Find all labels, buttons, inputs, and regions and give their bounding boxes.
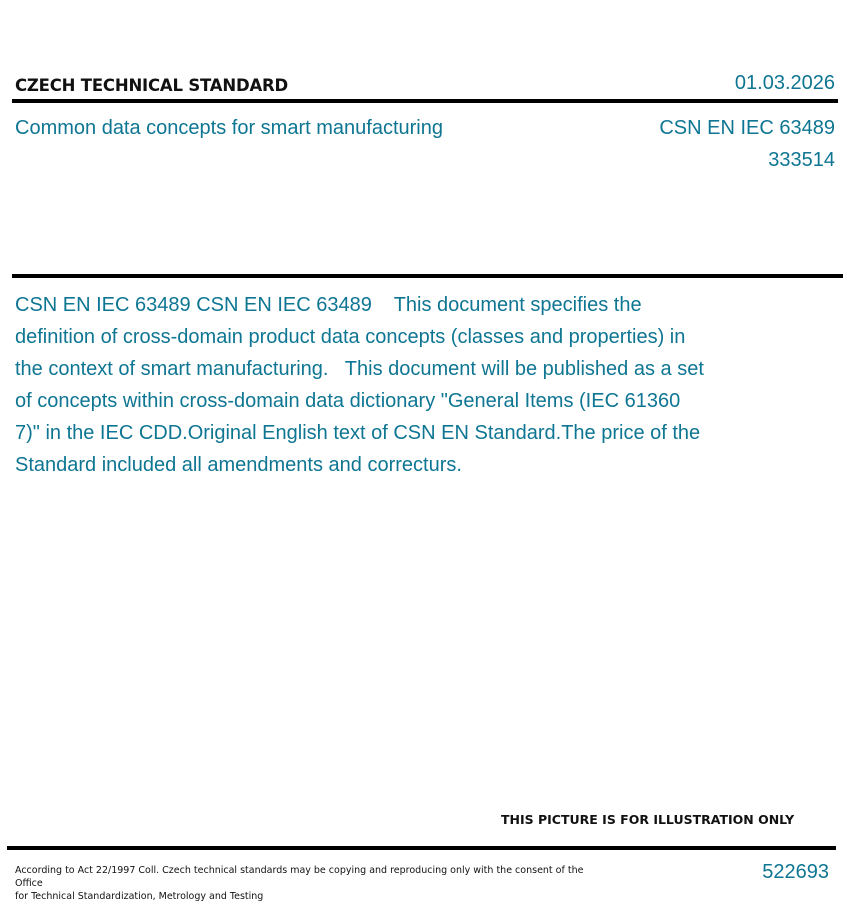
header-title: CZECH TECHNICAL STANDARD xyxy=(15,76,289,95)
publication-date: 01.03.2026 xyxy=(734,72,835,94)
illustration-notice: THIS PICTURE IS FOR ILLUSTRATION ONLY xyxy=(501,812,795,827)
catalog-number: 333514 xyxy=(768,149,835,171)
footer-divider xyxy=(7,846,836,850)
header-divider xyxy=(12,99,838,103)
document-description: CSN EN IEC 63489 CSN EN IEC 63489 This document specifies the definition of cross-domain product data concepts (classes and properties) in the context of smart manufacturing. This document will be published as a set of concepts within cross-domain data dictionary "General Items (IEC 61360 7)" in the IEC CDD.Original English text of CSN EN Standard.The price of the Standard included all amendments and correcturs. xyxy=(15,294,710,476)
document-title: Common data concepts for smart manufacturing xyxy=(15,117,443,139)
legal-notice-line-2: for Technical Standardization, Metrology and Testing xyxy=(15,891,264,902)
legal-notice xyxy=(15,864,595,903)
legal-notice-line-1: According to Act 22/1997 Coll. Czech technical standards may be copying and reproducing only with the consent of the Office xyxy=(15,865,584,889)
standard-code: CSN EN IEC 63489 xyxy=(659,117,835,139)
footer-document-id: 522693 xyxy=(762,861,829,883)
section-divider xyxy=(12,274,843,278)
